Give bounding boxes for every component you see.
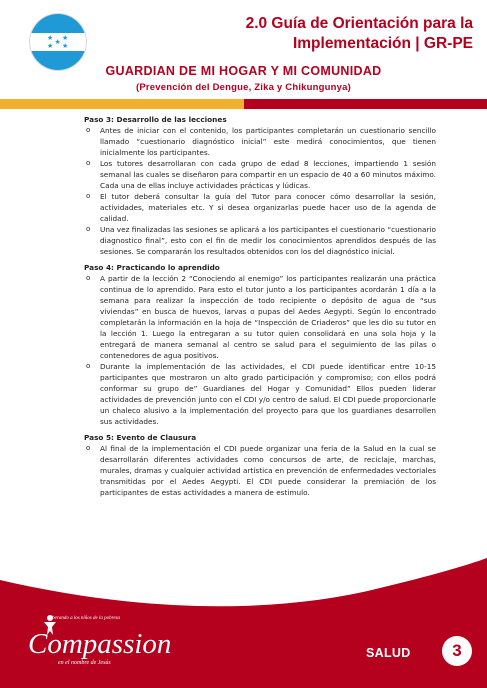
list-item-text: Durante la implementación de las actividades, el CDI puede identificar entre 10-15 participantes que mostraron un alto grado participación y compromiso; con ellos podrá conformar su grupo de” Guardianes del Hogar y Comunidad” Ellos pueden liderar actividades de prevención junto con el CDI y/o centro de salud. El CDI puede proporcionarle un chaleco alusivo a la implementación del proyecto para que los guardianes desarrollen sus actividades.	[100, 362, 436, 426]
document-body	[84, 114, 436, 503]
list-item-text: A partir de la lección 2 “Conociendo al enemigo” los participantes realizarán una práctica continua de lo aprendido. Para esto el tutor junto a los participantes acordarán 1 día a la semana para realizar la inspección de todo recipiente o depósito de agua de “sus viviendas” en busca de huevos, larvas o pupas del Aedes Aegypti. Según lo encontrado completarán la información en la hoja de “Inspección de Criaderos” que les dio su tutor en la lección 1. Luego la entregaran a su tutor quien consolidará en una sola hoja y la entregará de manera semanal al centro se salud para el seguimiento de las pilas o contenedores de agua positivos.	[100, 274, 436, 360]
logo-subline: en el nombre de Jesús	[58, 660, 111, 666]
logo-tagline: Liberando a los niños de la pobreza	[48, 616, 121, 621]
list-item	[84, 158, 436, 191]
list-item	[84, 125, 436, 158]
step-4-title: Paso 4: Practicando lo aprendido	[84, 263, 220, 272]
red-band	[244, 99, 487, 109]
list-item	[84, 273, 436, 361]
list-item	[84, 191, 436, 224]
guide-title-line2: Implementación | GR-PE	[292, 35, 473, 52]
logo-wordmark: Compassion	[28, 628, 172, 660]
step-3-section	[84, 114, 436, 257]
bullet-marker: o	[86, 274, 91, 282]
guide-title-line1: 2.0 Guía de Orientación para la	[245, 15, 473, 32]
bullet-marker: o	[86, 192, 91, 200]
honduras-flag-icon: ★ ★ ★ ★ ★	[30, 14, 86, 70]
list-item-text: El tutor deberá consultar la guía del Tutor para conocer cómo desarrollar la sesión, actividades, materiales etc. Y si desea organizarlas puede hacer uso de la agenda de calidad.	[100, 192, 436, 223]
compassion-logo	[28, 614, 198, 676]
list-item	[84, 224, 436, 257]
step-5-title: Paso 5: Evento de Clausura	[84, 433, 197, 442]
guide-title	[153, 14, 473, 54]
section-label: SALUD	[366, 646, 411, 660]
bullet-marker: o	[86, 362, 91, 370]
list-item	[84, 443, 436, 498]
step-4-section	[84, 262, 436, 427]
list-item	[84, 361, 436, 427]
gold-band	[0, 99, 244, 109]
list-item-text: Antes de iniciar con el contenido, los participantes completarán un cuestionario sencillo llamado “cuestionario diagnóstico inicial” este medirá conocimientos, que tienen inicialmente los participantes.	[100, 126, 436, 157]
page-title: GUARDIAN DE MI HOGAR Y MI COMUNIDAD	[105, 64, 382, 78]
bullet-marker: o	[86, 159, 91, 167]
list-item-text: Una vez finalizadas las sesiones se aplicará a los participantes el cuestionario “cuestionario diagnostico final”, esto con el fin de medir los conocimientos aprendidos después de las sesiones. Se compararán los resultados obtenidos con los del diagnóstico inicial.	[100, 225, 436, 256]
list-item-text: Los tutores desarrollaran con cada grupo de edad 8 lecciones, impartiendo 1 sesión semanal las cuales se diseñaron para compartir en un espacio de 40 a 60 minutos máximo. Cada una de ellas incluye actividades prácticas y lúdicas.	[100, 159, 436, 190]
page-number: 3	[442, 636, 472, 666]
step-3-title: Paso 3: Desarrollo de las lecciones	[84, 115, 227, 124]
page-subtitle: (Prevención del Dengue, Zika y Chikungunya)	[135, 82, 351, 93]
bullet-marker: o	[86, 225, 91, 233]
step-5-section	[84, 432, 436, 498]
bullet-marker: o	[86, 126, 91, 134]
header-color-band	[0, 99, 487, 109]
bullet-marker: o	[86, 444, 91, 452]
list-item-text: Al final de la implementación el CDI puede organizar una feria de la Salud en la cual se desarrollarán diferentes actividades como concursos de arte, de reciclaje, marchas, murales, dramas y cualquier actividad artística en prevención de enfermedades vectoriales transmitidas por el Aedes Aegypti. El CDI puede considerar la premiación de los participantes de estas actividades a manera de estimulo.	[100, 444, 436, 497]
